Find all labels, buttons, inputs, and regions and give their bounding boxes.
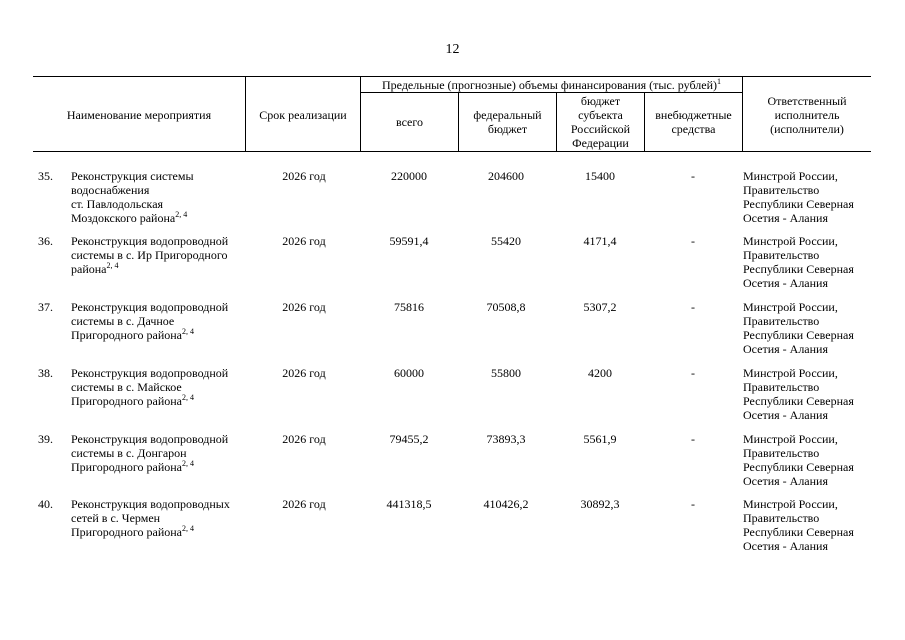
- row-name-text: Пригородного района: [71, 394, 183, 408]
- row-number: 35.: [38, 169, 53, 183]
- header-regional-line: субъекта: [578, 108, 623, 122]
- row-executor-line: Минстрой России,: [743, 300, 838, 314]
- header-extra-line: средства: [671, 122, 716, 136]
- row-regional: 30892,3: [580, 497, 620, 511]
- row-term: 2026 год: [282, 300, 326, 314]
- row-extra: -: [691, 432, 695, 446]
- row-executor-line: Республики Северная: [743, 328, 854, 342]
- row-name-line: Реконструкция водопроводной: [71, 234, 229, 248]
- row-term: 2026 год: [282, 432, 326, 446]
- header-financing: [361, 78, 742, 92]
- row-regional: 5307,2: [583, 300, 617, 314]
- row-number: 36.: [38, 234, 53, 248]
- row-name: [71, 432, 251, 474]
- row-executor-line: Правительство: [743, 314, 820, 328]
- header-financing-note: 1: [717, 77, 721, 86]
- row-extra: -: [691, 366, 695, 380]
- row-executor-line: Правительство: [743, 248, 820, 262]
- row-name: [71, 169, 251, 225]
- row-executor-line: Минстрой России,: [743, 169, 838, 183]
- row-number: 40.: [38, 497, 53, 511]
- row-federal: 55420: [491, 234, 521, 248]
- row-name-line: системы в с. Донгарон: [71, 446, 187, 460]
- header-term: Срок реализации: [259, 108, 347, 122]
- header-regional: [557, 94, 644, 150]
- header-extra-line: внебюджетные: [655, 108, 732, 122]
- header-name: Наименование мероприятия: [66, 108, 212, 122]
- row-executor-line: Осетия - Алания: [743, 342, 828, 356]
- row-term: 2026 год: [282, 497, 326, 511]
- row-name-line: Реконструкция водопроводной: [71, 300, 229, 314]
- footnote-ref: 2, 4: [175, 210, 188, 219]
- header-federal-line: бюджет: [487, 122, 528, 136]
- row-name-line: системы в с. Ир Пригородного: [71, 248, 228, 262]
- row-federal: 70508,8: [486, 300, 526, 314]
- header-regional-line: Федерации: [572, 136, 629, 150]
- row-name-text: Моздокского района: [71, 211, 176, 225]
- row-name-line: сетей в с. Чермен: [71, 511, 161, 525]
- row-name-line: Реконструкция системы: [71, 169, 194, 183]
- header-financing-text: Предельные (прогнозные) объемы финансирования (тыс. рублей): [381, 78, 717, 92]
- row-name-text: Пригородного района: [71, 460, 183, 474]
- footnote-ref: 2, 4: [182, 393, 195, 402]
- row-total: 441318,5: [386, 497, 432, 511]
- row-name-line: [71, 394, 251, 408]
- row-executor-line: Осетия - Алания: [743, 474, 828, 488]
- row-executor-line: Правительство: [743, 183, 820, 197]
- row-federal: 204600: [488, 169, 524, 183]
- row-executor-line: Осетия - Алания: [743, 539, 828, 553]
- row-extra: -: [691, 497, 695, 511]
- row-executor: [743, 366, 873, 422]
- row-executor-line: Республики Северная: [743, 394, 854, 408]
- footnote-ref: 2, 4: [182, 459, 195, 468]
- row-executor-line: Республики Северная: [743, 262, 854, 276]
- row-executor: [743, 432, 873, 488]
- row-executor-line: Осетия - Алания: [743, 211, 828, 225]
- row-name-line: Реконструкция водопроводной: [71, 366, 229, 380]
- row-executor-line: Минстрой России,: [743, 366, 838, 380]
- row-executor-line: Осетия - Алания: [743, 276, 828, 290]
- row-executor-line: Осетия - Алания: [743, 408, 828, 422]
- row-federal: 55800: [491, 366, 521, 380]
- header-regional-line: Российской: [570, 122, 631, 136]
- row-federal: 73893,3: [486, 432, 526, 446]
- row-federal: 410426,2: [483, 497, 529, 511]
- row-executor-line: Минстрой России,: [743, 497, 838, 511]
- header-federal: [459, 108, 556, 136]
- row-name-line: Реконструкция водопроводных: [71, 497, 230, 511]
- row-total: 59591,4: [389, 234, 429, 248]
- row-name: [71, 300, 251, 342]
- row-executor-line: Правительство: [743, 511, 820, 525]
- row-term: 2026 год: [282, 234, 326, 248]
- row-name: [71, 234, 251, 276]
- row-executor-line: Правительство: [743, 380, 820, 394]
- financing-header-rule: [360, 92, 742, 93]
- header-executor: [743, 94, 871, 136]
- row-name-line: [71, 525, 251, 539]
- row-name-line: Реконструкция водопроводной: [71, 432, 229, 446]
- row-executor-line: Республики Северная: [743, 525, 854, 539]
- row-executor: [743, 169, 873, 225]
- row-name: [71, 497, 251, 539]
- header-regional-line: бюджет: [580, 94, 621, 108]
- row-total: 220000: [391, 169, 427, 183]
- row-name-text: района: [71, 262, 107, 276]
- row-name-line: [71, 328, 251, 342]
- footnote-ref: 2, 4: [106, 261, 119, 270]
- row-term: 2026 год: [282, 366, 326, 380]
- row-executor-line: Минстрой России,: [743, 432, 838, 446]
- header-executor-line: Ответственный: [767, 94, 847, 108]
- row-executor-line: Республики Северная: [743, 197, 854, 211]
- row-name-line: [71, 211, 251, 225]
- row-name-line: [71, 262, 251, 276]
- footnote-ref: 2, 4: [182, 327, 195, 336]
- row-name-line: [71, 460, 251, 474]
- header-executor-line: (исполнители): [770, 122, 844, 136]
- row-extra: -: [691, 300, 695, 314]
- row-total: 75816: [394, 300, 424, 314]
- row-name-text: Пригородного района: [71, 328, 183, 342]
- row-total: 79455,2: [389, 432, 429, 446]
- header-total: всего: [395, 115, 424, 129]
- table-top-rule: [33, 76, 871, 77]
- row-executor-line: Республики Северная: [743, 460, 854, 474]
- row-executor-line: Минстрой России,: [743, 234, 838, 248]
- header-bottom-rule: [33, 151, 871, 152]
- header-extra: [645, 108, 742, 136]
- row-executor: [743, 300, 873, 356]
- row-extra: -: [691, 234, 695, 248]
- row-name-line: ст. Павлодольская: [71, 197, 164, 211]
- row-term: 2026 год: [282, 169, 326, 183]
- row-regional: 5561,9: [583, 432, 617, 446]
- row-total: 60000: [394, 366, 424, 380]
- row-number: 37.: [38, 300, 53, 314]
- header-executor-line: исполнитель: [774, 108, 840, 122]
- row-number: 38.: [38, 366, 53, 380]
- row-name-line: системы в с. Дачное: [71, 314, 175, 328]
- row-regional: 15400: [585, 169, 615, 183]
- row-executor: [743, 234, 873, 290]
- header-federal-line: федеральный: [473, 108, 542, 122]
- row-executor: [743, 497, 873, 553]
- row-number: 39.: [38, 432, 53, 446]
- row-extra: -: [691, 169, 695, 183]
- row-name: [71, 366, 251, 408]
- row-name-line: системы в с. Майское: [71, 380, 182, 394]
- row-regional: 4171,4: [583, 234, 617, 248]
- footnote-ref: 2, 4: [182, 524, 195, 533]
- row-regional: 4200: [588, 366, 612, 380]
- page-number: 12: [445, 42, 460, 57]
- row-executor-line: Правительство: [743, 446, 820, 460]
- row-name-text: Пригородного района: [71, 525, 183, 539]
- row-name-line: водоснабжения: [71, 183, 150, 197]
